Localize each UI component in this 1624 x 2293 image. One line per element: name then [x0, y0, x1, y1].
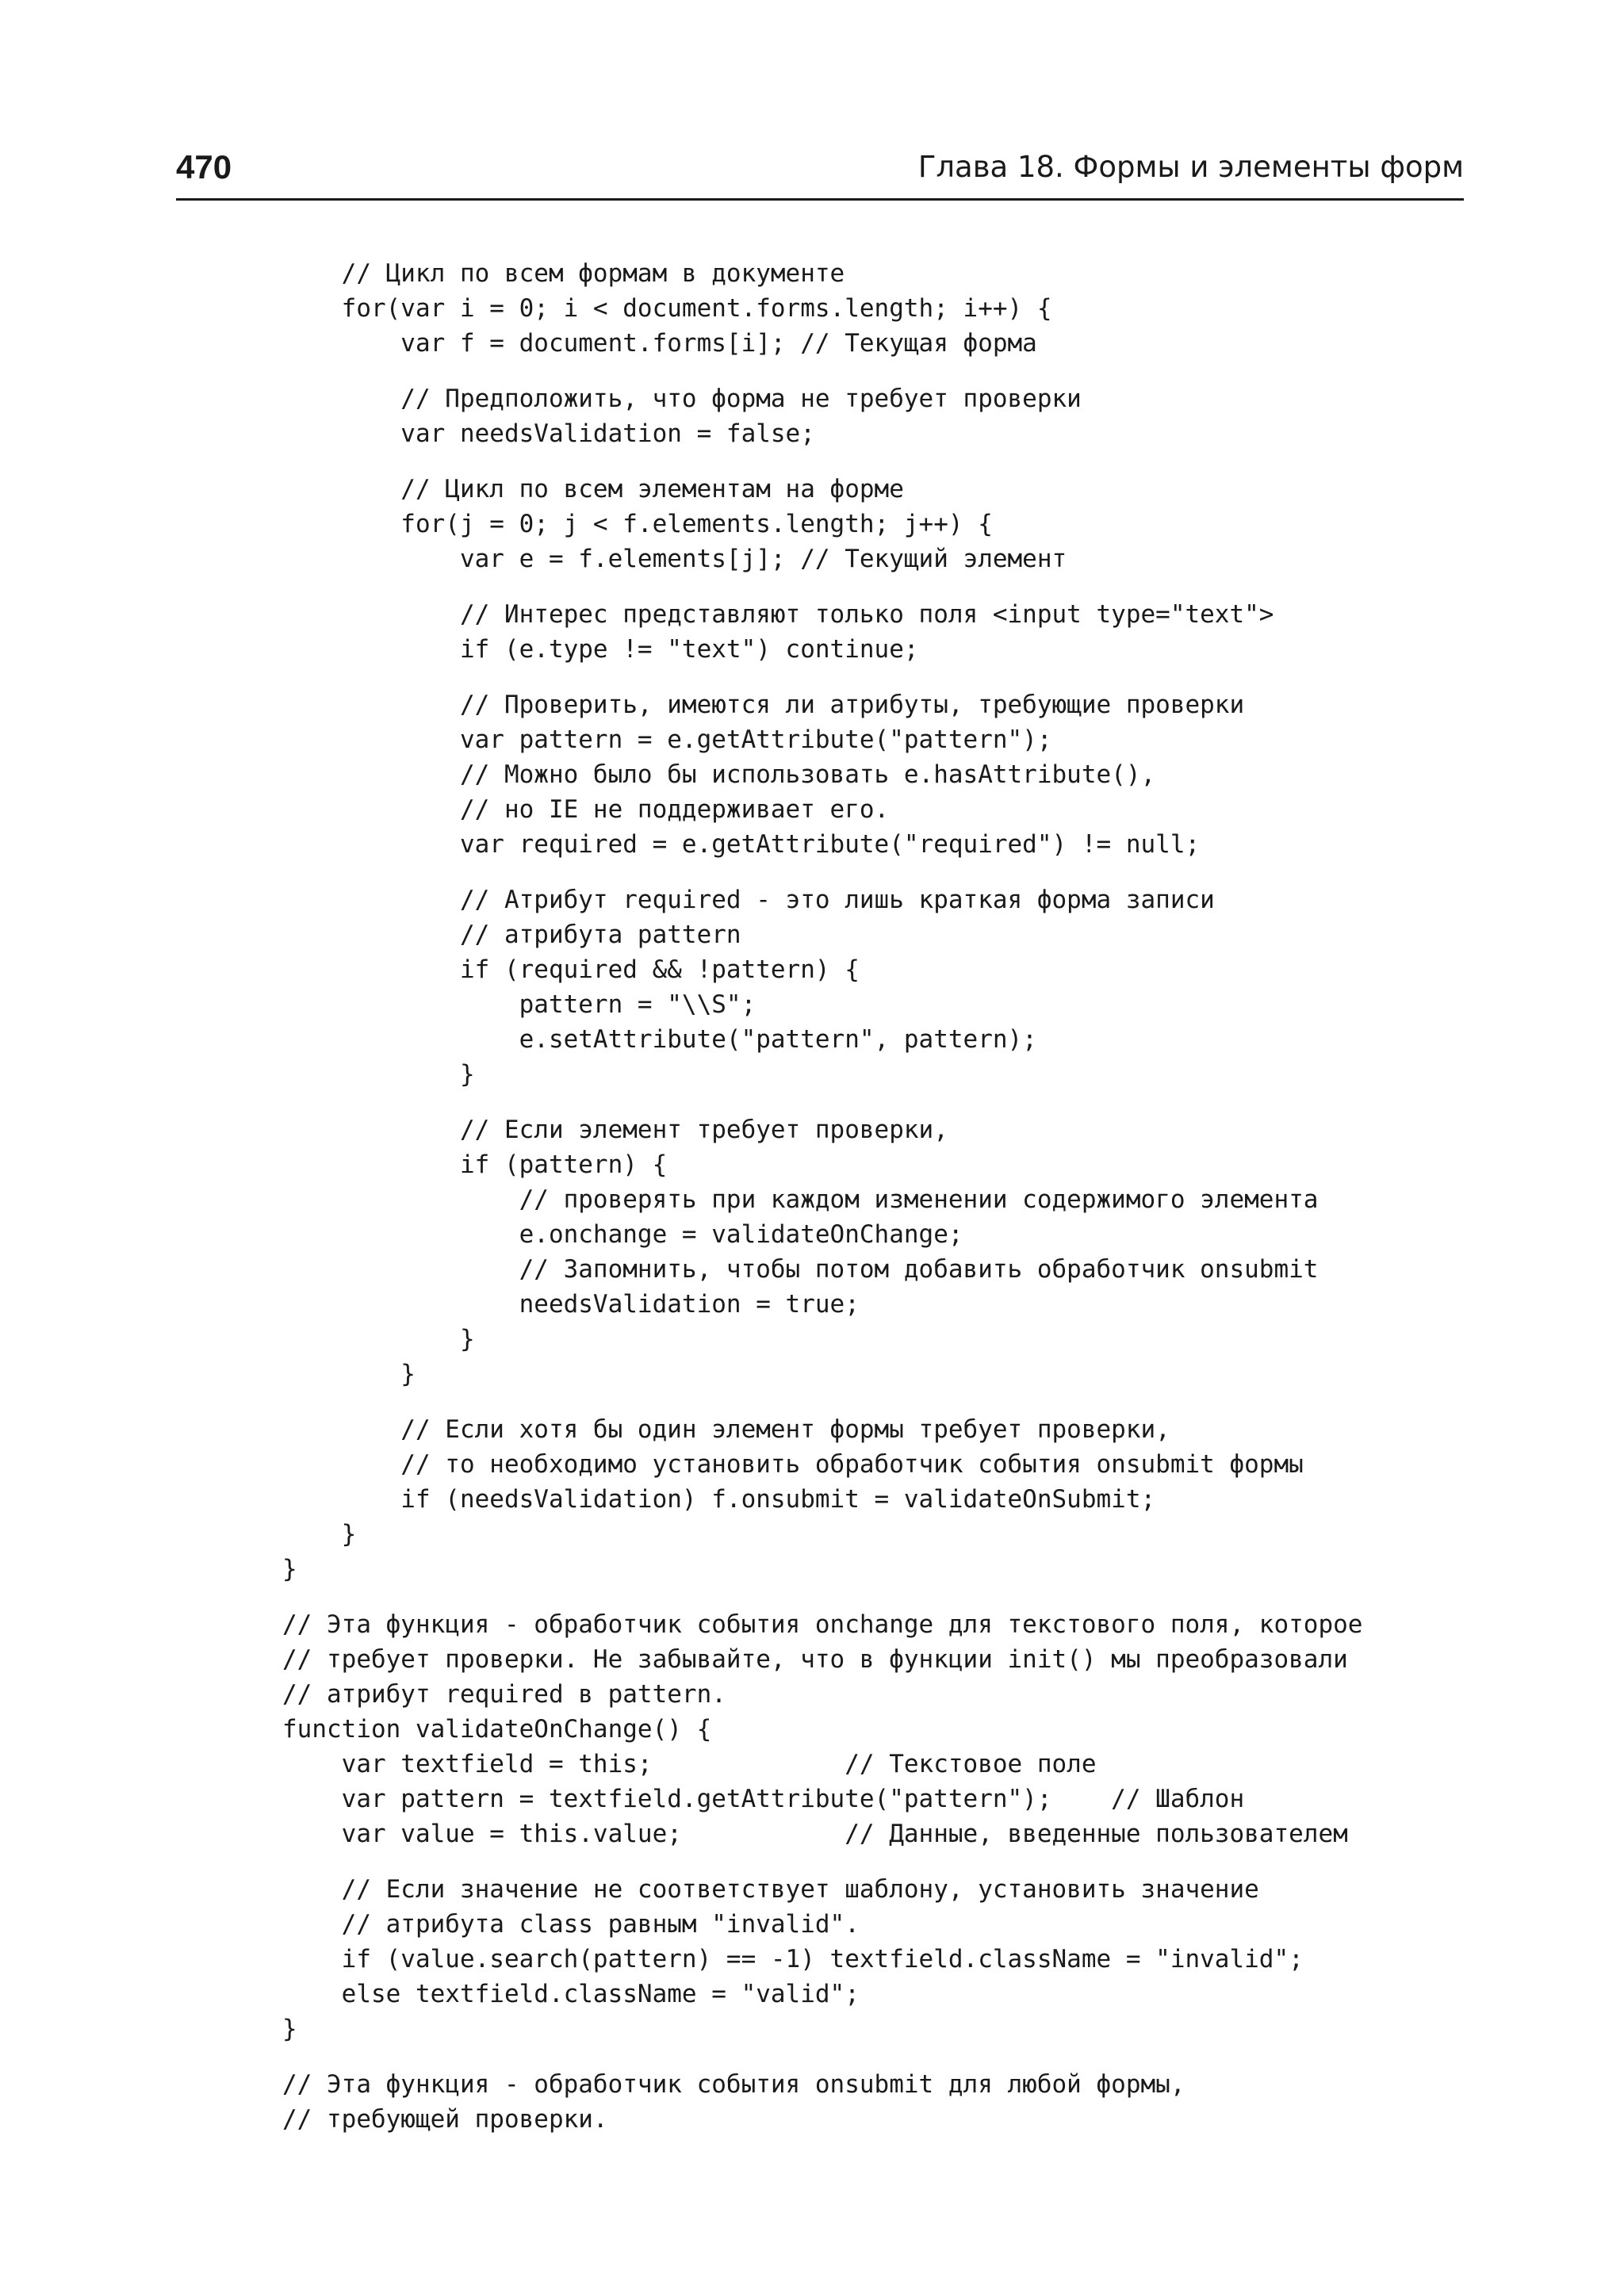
code-line: var pattern = textfield.getAttribute("pattern"); // Шаблон: [282, 1785, 1245, 1813]
code-line: var f = document.forms[i]; // Текущая форма: [282, 329, 1037, 358]
code-line: if (pattern) {: [282, 1150, 668, 1179]
code-line: // атрибута pattern: [282, 921, 741, 949]
code-line: var pattern = e.getAttribute("pattern");: [282, 725, 1052, 754]
code-line: pattern = "\\S";: [282, 990, 756, 1019]
code-line: else textfield.className = "valid";: [282, 1980, 860, 2008]
code-line: // Предположить, что форма не требует проверки: [282, 385, 1082, 413]
code-line: [282, 1391, 1456, 1412]
chapter-title: Глава 18. Формы и элементы форм: [917, 150, 1464, 184]
code-line: if (needsValidation) f.onsubmit = validateOnSubmit;: [282, 1485, 1156, 1514]
code-line: e.setAttribute("pattern", pattern);: [282, 1025, 1037, 1054]
code-line: var required = e.getAttribute("required") != null;: [282, 830, 1201, 859]
code-line: var textfield = this; // Текстовое поле: [282, 1750, 1097, 1778]
code-line: for(j = 0; j < f.elements.length; j++) {: [282, 510, 993, 538]
code-line: }: [282, 1555, 297, 1583]
code-line: // то необходимо установить обработчик события onsubmit формы: [282, 1450, 1304, 1479]
code-line: var value = this.value; // Данные, введенные пользователем: [282, 1820, 1348, 1848]
code-line: }: [282, 1360, 416, 1388]
code-line: var e = f.elements[j]; // Текущий элемент: [282, 545, 1067, 573]
code-line: // Цикл по всем формам в документе: [282, 259, 845, 288]
code-line: if (e.type != "text") continue;: [282, 635, 919, 664]
code-line: function validateOnChange() {: [282, 1715, 712, 1744]
code-line: // Если элемент требует проверки,: [282, 1116, 948, 1144]
code-line: [282, 1851, 1456, 1872]
code-line: // требующей проверки.: [282, 2105, 608, 2134]
code-line: var needsValidation = false;: [282, 419, 815, 448]
code-line: // Если хотя бы один элемент формы требует проверки,: [282, 1415, 1170, 1444]
code-line: // атрибут required в pattern.: [282, 1680, 726, 1709]
code-line: }: [282, 1060, 475, 1089]
code-line: // Атрибут required - это лишь краткая форма записи: [282, 886, 1215, 914]
code-line: }: [282, 1325, 475, 1353]
code-line: [282, 667, 1456, 687]
code-line: [282, 862, 1456, 882]
code-line: // Проверить, имеются ли атрибуты, требующие проверки: [282, 691, 1245, 719]
code-line: [282, 451, 1456, 472]
page-number: 470: [176, 148, 232, 186]
code-line: [282, 576, 1456, 597]
code-line: }: [282, 1520, 357, 1548]
code-line: [282, 361, 1456, 381]
code-line: // Цикл по всем элементам на форме: [282, 475, 904, 503]
code-line: // Запомнить, чтобы потом добавить обработчик onsubmit: [282, 1255, 1319, 1284]
code-line: // проверять при каждом изменении содержимого элемента: [282, 1185, 1319, 1214]
code-line: e.onchange = validateOnChange;: [282, 1220, 963, 1249]
page-header: [176, 143, 1464, 201]
code-line: [282, 1587, 1456, 1607]
code-line: if (required && !pattern) {: [282, 955, 860, 984]
code-line: // Эта функция - обработчик события onchange для текстового поля, которое: [282, 1610, 1363, 1639]
code-line: // требует проверки. Не забывайте, что в функции init() мы преобразовали: [282, 1645, 1348, 1674]
code-line: // Интерес представляют только поля <input type="text">: [282, 600, 1274, 629]
code-line: // Можно было бы использовать e.hasAttribute(),: [282, 760, 1156, 789]
code-line: // Если значение не соответствует шаблону, установить значение: [282, 1875, 1259, 1904]
code-line: }: [282, 2015, 297, 2043]
code-line: // но IE не поддерживает его.: [282, 795, 890, 824]
code-line: for(var i = 0; i < document.forms.length; i++) {: [282, 294, 1052, 323]
code-line: // атрибута class равным "invalid".: [282, 1910, 860, 1939]
code-line: if (value.search(pattern) == -1) textfield.className = "invalid";: [282, 1945, 1304, 1973]
code-listing: [282, 256, 1456, 2137]
code-line: needsValidation = true;: [282, 1290, 860, 1319]
code-line: // Эта функция - обработчик события onsubmit для любой формы,: [282, 2070, 1185, 2099]
code-line: [282, 1092, 1456, 1112]
code-line: [282, 2046, 1456, 2067]
